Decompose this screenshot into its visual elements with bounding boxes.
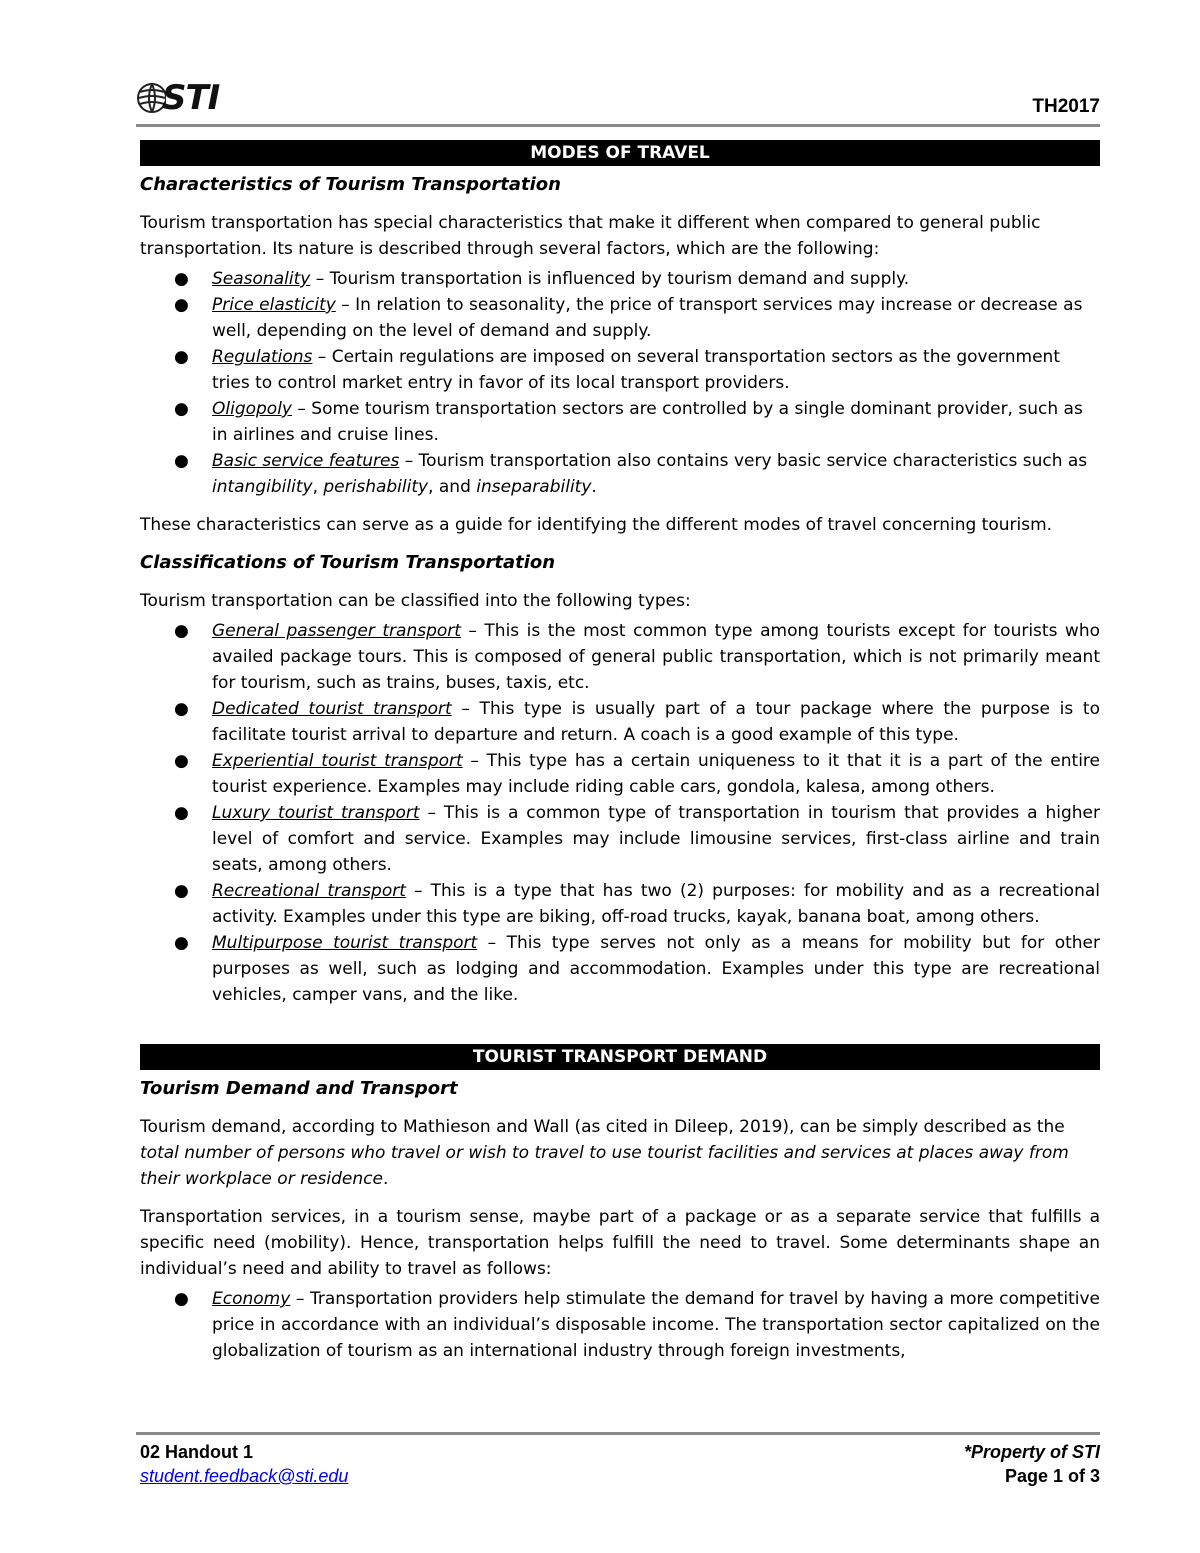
list-text: – This type serves not only as a means for mobility but for other purposes as well, such as lodging and accommodation. Examples under this type are recreational vehicles, camper vans, and the like. <box>212 933 1100 1005</box>
list-term: Basic service features <box>212 451 400 471</box>
bullet-icon: ● <box>174 269 189 289</box>
feedback-email-link[interactable]: student.feedback@sti.edu <box>140 1466 349 1486</box>
determinants-list <box>140 1286 1100 1364</box>
handout-label: 02 Handout 1 <box>140 1442 254 1462</box>
bullet-icon: ● <box>174 295 189 315</box>
list-text: . <box>591 477 597 497</box>
bullet-icon: ● <box>174 933 189 953</box>
logo-text: STI <box>162 78 220 118</box>
section-bar-transport-demand: TOURIST TRANSPORT DEMAND <box>140 1044 1100 1070</box>
header-divider <box>136 124 1100 127</box>
list-term: Regulations <box>212 347 313 367</box>
list-item <box>140 696 1100 748</box>
list-text: – This is a type that has two (2) purposes: for mobility and as a recreational activity. Examples under this type are biking, off-road trucks, kayak, banana boat, among others. <box>212 881 1100 927</box>
list-text: – This is the most common type among tourists except for tourists who availed package tours. This is composed of general public transportation, which is not primarily meant for tourism, such as trains, buses, taxis, etc. <box>212 621 1101 693</box>
section-bar-modes-of-travel: MODES OF TRAVEL <box>140 140 1100 166</box>
list-text: – In relation to seasonality, the price of transport services may increase or decrease as well, depending on the level of demand and supply. <box>212 295 1083 341</box>
bullet-icon: ● <box>174 399 189 419</box>
list-item <box>140 930 1100 1008</box>
list-item <box>140 266 1100 292</box>
list-term: Dedicated tourist transport <box>212 699 452 719</box>
list-item <box>140 878 1100 930</box>
footer-left <box>140 1440 348 1488</box>
bullet-icon: ● <box>174 881 189 901</box>
paragraph-closing: These characteristics can serve as a guide for identifying the different modes of travel concerning tourism. <box>140 515 1053 535</box>
list-term: Price elasticity <box>212 295 336 315</box>
page-number: Page 1 of 3 <box>1004 1466 1100 1486</box>
bullet-icon: ● <box>174 751 189 771</box>
italic-term: inseparability <box>476 477 592 497</box>
list-term: Multipurpose tourist transport <box>212 933 478 953</box>
list-text: , <box>312 477 324 497</box>
text-span: Tourism demand, according to Mathieson and Wall (as cited in Dileep, 2019), can be simply described as the <box>140 1117 1065 1137</box>
list-term: General passenger transport <box>212 621 461 641</box>
paragraph-transport-services: Transportation services, in a tourism sense, maybe part of a package or as a separate service that fulfills a specific need (mobility). Hence, transportation helps fulfill the need to travel. Some determinants shape an individual’s need and ability to travel as follows: <box>140 1207 1100 1279</box>
list-text: – This type is usually part of a tour package where the purpose is to facilitate tourist arrival to departure and return. A coach is a good example of this type. <box>212 699 1100 745</box>
footer-right <box>964 1440 1100 1488</box>
characteristics-list <box>140 266 1100 500</box>
list-term: Seasonality <box>212 269 311 289</box>
heading-tourism-demand: Tourism Demand and Transport <box>140 1078 458 1099</box>
italic-quote: total number of persons who travel or wish to travel to use tourist facilities and services at places away from their workplace or residence <box>140 1143 1069 1189</box>
list-term: Economy <box>212 1289 291 1309</box>
list-term: Luxury tourist transport <box>212 803 420 823</box>
classifications-list <box>140 618 1100 1008</box>
bullet-icon: ● <box>174 451 189 471</box>
bullet-icon: ● <box>174 1289 189 1309</box>
list-term: Experiential tourist transport <box>212 751 463 771</box>
list-item <box>140 292 1100 344</box>
bullet-icon: ● <box>174 347 189 367</box>
list-text: – Certain regulations are imposed on several transportation sectors as the government tries to control market entry in favor of its local transport providers. <box>212 347 1060 393</box>
heading-classifications: Classifications of Tourism Transportation <box>140 552 556 573</box>
list-text: – This type has a certain uniqueness to it that it is a part of the entire tourist experience. Examples may include riding cable cars, gondola, kalesa, among others. <box>212 751 1101 797</box>
course-code: TH2017 <box>1032 96 1100 117</box>
bullet-icon: ● <box>174 621 189 641</box>
paragraph-intro: Tourism transportation has special characteristics that make it different when compared to general public transportation. Its nature is described through several factors, which are the following: <box>140 213 1041 259</box>
property-label: *Property of STI <box>963 1442 1100 1462</box>
paragraph-intro-classifications: Tourism transportation can be classified into the following types: <box>140 591 691 611</box>
list-item <box>140 396 1100 448</box>
heading-characteristics: Characteristics of Tourism Transportation <box>140 174 561 195</box>
footer-divider <box>136 1432 1100 1435</box>
italic-term: perishability <box>323 477 429 497</box>
list-item <box>140 344 1100 396</box>
paragraph-demand-definition <box>140 1114 1100 1192</box>
main-content <box>140 140 1100 1008</box>
text-span: . <box>382 1169 389 1189</box>
list-item <box>140 748 1100 800</box>
bullet-icon: ● <box>174 699 189 719</box>
list-item <box>140 448 1100 500</box>
list-term: Recreational transport <box>212 881 406 901</box>
list-item <box>140 618 1100 696</box>
list-text: – Tourism transportation is influenced by tourism demand and supply. <box>310 269 910 289</box>
list-text: – Transportation providers help stimulate the demand for travel by having a more competitive price in accordance with an individual’s disposable income. The transportation sector capitalized on the globalization of tourism as an international industry through foreign investments, <box>212 1289 1100 1361</box>
section-two-content <box>140 1044 1100 1364</box>
list-term: Oligopoly <box>212 399 292 419</box>
list-text: – This is a common type of transportation in tourism that provides a higher level of comfort and service. Examples may include limousine services, first-class airline and train seats, among others. <box>212 803 1100 875</box>
sti-logo <box>136 78 220 120</box>
list-item <box>140 1286 1100 1364</box>
list-text: – Tourism transportation also contains very basic service characteristics such as <box>399 451 1088 471</box>
list-item <box>140 800 1100 878</box>
italic-term: intangibility <box>212 477 313 497</box>
list-text: , and <box>428 477 477 497</box>
list-text: – Some tourism transportation sectors are controlled by a single dominant provider, such as in airlines and cruise lines. <box>212 399 1083 445</box>
bullet-icon: ● <box>174 803 189 823</box>
